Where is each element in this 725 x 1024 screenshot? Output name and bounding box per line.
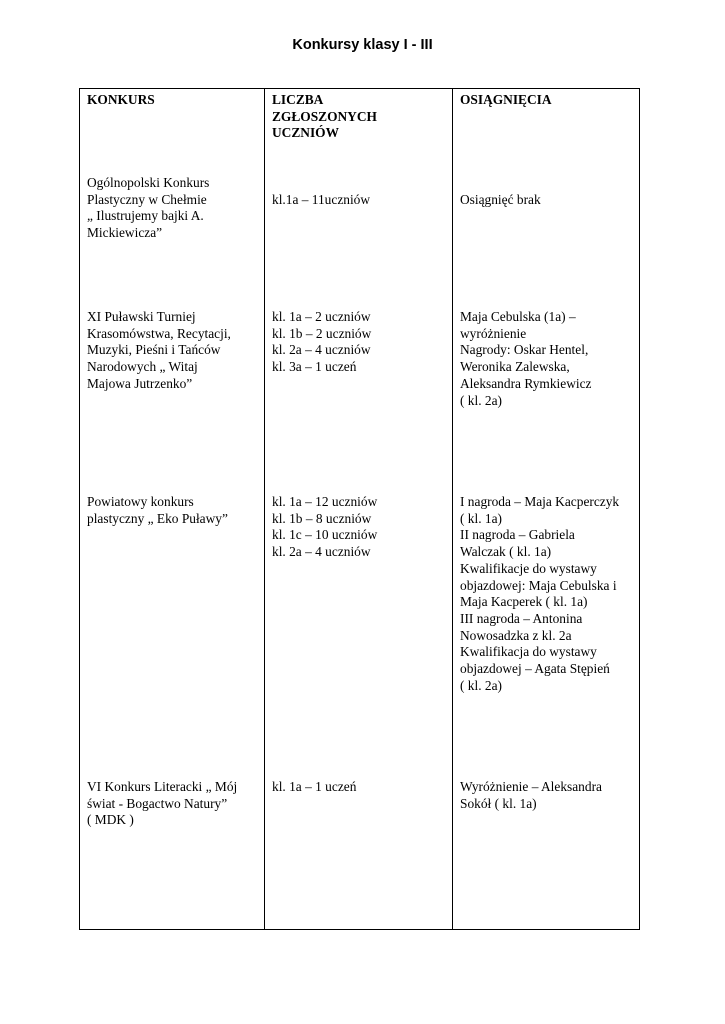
row-4-liczba: kl. 1a – 1 uczeń [272,779,357,794]
row-4-konkurs: VI Konkurs Literacki „ Mój świat - Bogactwo Natury” ( MDK ) [87,779,238,828]
row-1-liczba: kl.1a – 11uczniów [272,192,371,207]
row-3-konkurs: Powiatowy konkurs plastyczny „ Eko Puławy” [87,494,228,526]
row-1-osiagniecia: Osiągnięć brak [460,192,541,207]
contests-table [79,88,640,930]
row-1-konkurs: Ogólnopolski Konkurs Plastyczny w Chełmie „ Ilustrujemy bajki A. Mickiewicza” [87,175,210,241]
row-2-osiagniecia: Maja Cebulska (1a) – wyróżnienie Nagrody: Oskar Hentel, Weronika Zalewska, Aleksandra Rymkiewicz ( kl. 2a) [460,309,592,408]
row-4-osiagniecia: Wyróżnienie – Aleksandra Sokół ( kl. 1a) [460,779,602,811]
column-divider [452,89,453,929]
header-osiagniecia: OSIĄGNIĘCIA [460,92,552,107]
row-2-konkurs: XI Puławski Turniej Krasomówstwa, Recytacji, Muzyki, Pieśni i Tańców Narodowych „ Witaj Majowa Jutrzenko” [87,309,231,391]
row-3-osiagniecia: I nagroda – Maja Kacperczyk ( kl. 1a) II nagroda – Gabriela Walczak ( kl. 1a) Kwalifikacje do wystawy objazdowej: Maja Cebulska i Maja Kacperek ( kl. 1a) III nagroda – Antonina Nowosadzka z kl. 2a Kwalifikacja do wystawy objazdowej – Agata Stępień ( kl. 2a) [460,494,620,693]
row-2-liczba: kl. 1a – 2 uczniów kl. 1b – 2 uczniów kl. 2a – 4 uczniów kl. 3a – 1 uczeń [272,309,372,375]
header-konkurs: KONKURS [87,92,155,107]
page-title: Konkursy klasy I - III [292,37,433,53]
header-liczba: LICZBA ZGŁOSZONYCH UCZNIÓW [272,92,377,141]
row-3-liczba: kl. 1a – 12 uczniów kl. 1b – 8 uczniów kl. 1c – 10 uczniów kl. 2a – 4 uczniów [272,494,378,560]
